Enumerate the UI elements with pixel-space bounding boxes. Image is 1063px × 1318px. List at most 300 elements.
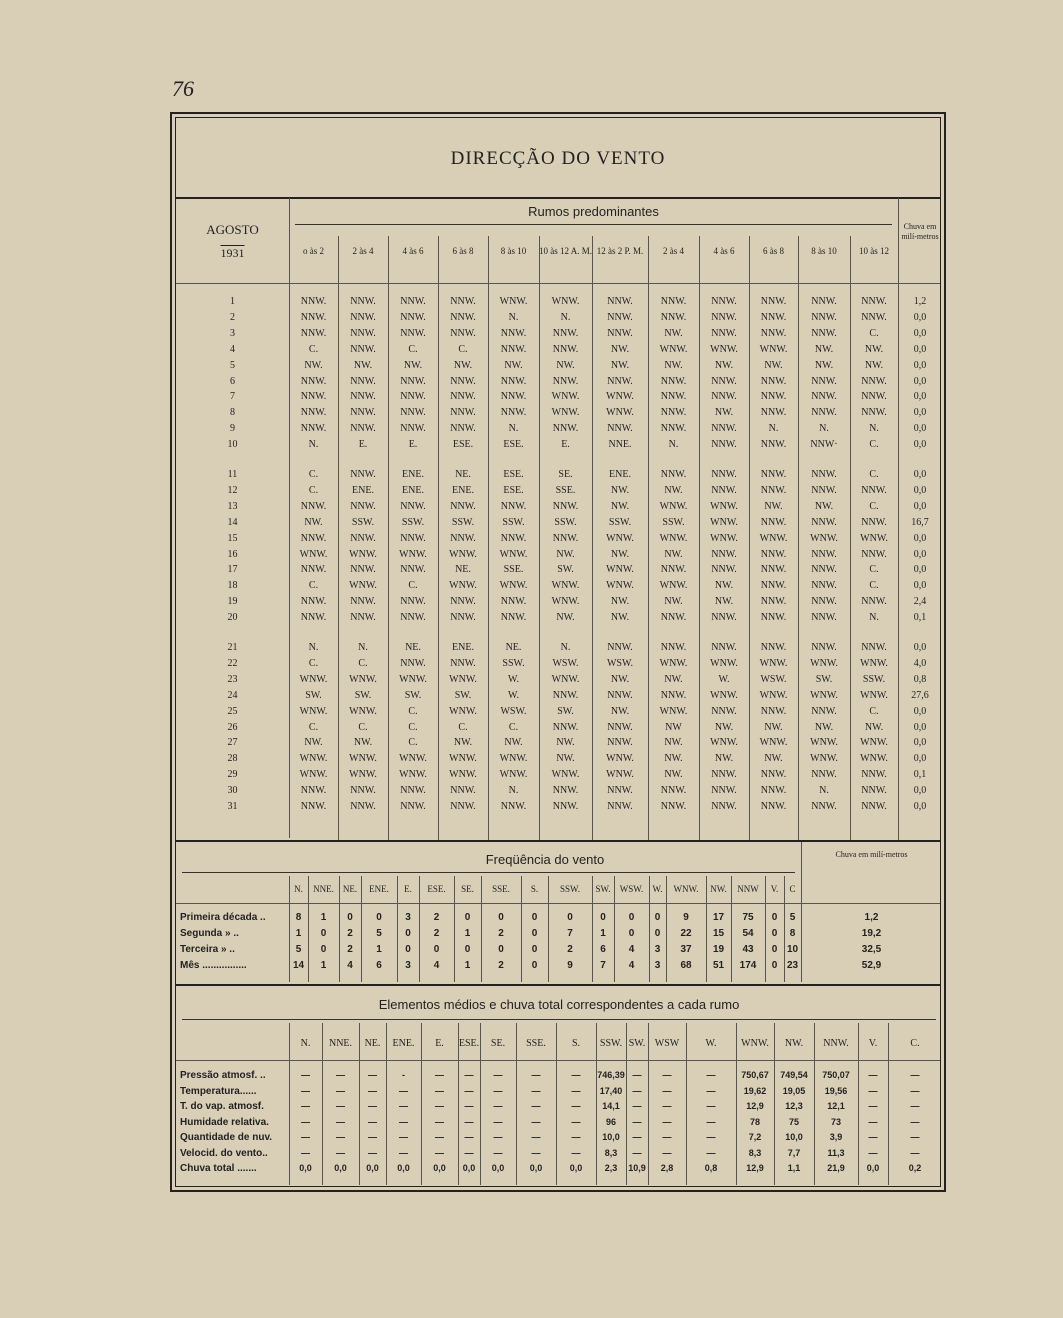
direction-cell: NW. [556, 612, 575, 624]
direction-cell: NNW. [607, 423, 633, 435]
direction-cell: NNW. [450, 311, 476, 323]
direction-cell: WNW. [810, 737, 838, 749]
direction-cell: NNW. [300, 375, 327, 387]
direction-cell: WNW. [499, 548, 528, 560]
day-label: 5 [230, 359, 235, 371]
direction-cell: NNW. [811, 769, 837, 781]
rain-cell: 0,0 [913, 721, 927, 733]
direction-cell: NNW. [400, 532, 426, 544]
freq-col-header-9: SSW. [560, 884, 580, 894]
freq-cell: 2 [347, 928, 353, 939]
elements-col-header-2: NE. [364, 1038, 381, 1049]
direction-cell: C. [869, 469, 879, 480]
freq-col-header-10: SW. [595, 884, 611, 894]
direction-cell: NNW. [811, 391, 837, 403]
elements-cell: — [435, 1132, 444, 1142]
direction-cell: NNW. [400, 296, 426, 307]
direction-cell: C. [408, 705, 418, 717]
direction-cell: NNW. [660, 642, 687, 653]
direction-cell: ESE. [503, 469, 524, 480]
direction-cell: N. [819, 785, 829, 797]
day-label: 18 [227, 580, 238, 592]
elements-cell: — [336, 1085, 345, 1096]
day-label: 22 [227, 657, 238, 669]
direction-cell: WNW. [551, 580, 580, 592]
direction-cell: NW. [610, 596, 630, 608]
direction-cell: NNW. [350, 343, 376, 355]
direction-cell: NNW. [300, 327, 327, 339]
freq-cell: 0 [567, 912, 573, 923]
direction-cell: WNW. [551, 296, 580, 307]
direction-cell: NNE. [608, 439, 632, 451]
direction-cell: WNW. [299, 673, 328, 685]
direction-cell: NNW. [607, 737, 633, 749]
freq-cell: 0 [464, 944, 471, 955]
direction-cell: N. [768, 423, 779, 435]
rule-elements-header [176, 1060, 940, 1061]
direction-cell: SSW. [502, 516, 525, 528]
direction-cell: C. [308, 343, 319, 355]
direction-cell: SW. [404, 689, 422, 701]
elements-cell: — [632, 1116, 642, 1127]
direction-cell: NNW. [711, 564, 737, 576]
direction-cell: NNW. [607, 296, 633, 307]
freq-cell: 0 [771, 960, 778, 971]
freq-cell: 1 [320, 912, 327, 923]
elements-cell: — [706, 1070, 716, 1080]
direction-cell: NNW. [300, 564, 327, 576]
elements-cell: — [399, 1085, 408, 1096]
elements-cell: 0,0 [334, 1163, 347, 1173]
direction-cell: NNW. [300, 391, 327, 403]
direction-cell: NNW. [811, 484, 837, 496]
elements-cell: — [632, 1147, 642, 1158]
direction-cell: WNW. [860, 737, 888, 749]
freq-cell: 0 [600, 912, 606, 923]
elements-cell: — [868, 1132, 878, 1142]
freq-col-header-2: NE. [342, 884, 358, 894]
freq-cell: 4 [628, 960, 635, 971]
rain-cell: 0,0 [913, 359, 927, 371]
elements-cell: — [464, 1070, 474, 1080]
direction-cell: N. [358, 642, 368, 653]
direction-cell: NNW. [400, 423, 426, 435]
direction-cell: W. [507, 673, 520, 685]
day-label: 4 [230, 343, 235, 355]
elements-cell: — [368, 1132, 377, 1142]
freq-cell: 0 [628, 928, 635, 939]
elements-cell: 19,56 [824, 1085, 848, 1096]
direction-cell: WNW. [399, 769, 427, 781]
elements-cell: 75 [788, 1116, 799, 1127]
rule-title [176, 197, 940, 199]
direction-cell: WNW. [551, 769, 580, 781]
direction-cell: NW. [610, 500, 630, 512]
freq-cell: 7 [600, 960, 606, 971]
direction-cell: NNW. [861, 375, 887, 387]
direction-cell: C. [308, 484, 319, 496]
direction-cell: NW. [714, 407, 734, 419]
direction-cell: ESE. [452, 439, 474, 451]
rain-cell: 0,0 [913, 469, 927, 480]
direction-cell: NW. [864, 721, 884, 733]
freq-cell: 68 [680, 960, 692, 971]
direction-cell: NNW. [711, 391, 737, 403]
direction-cell: C. [308, 469, 319, 480]
rain-label-2: Chuva em milí-metros [835, 850, 908, 859]
freq-cell: 3 [405, 960, 411, 971]
elements-cell: — [571, 1132, 581, 1142]
elements-cell: 0,0 [569, 1163, 583, 1173]
freq-cell: 0 [376, 912, 382, 923]
direction-cell: NNW. [711, 705, 737, 717]
elements-cell: 0,0 [529, 1163, 543, 1173]
day-label: 16 [227, 548, 238, 560]
elements-col-header-3: ENE. [392, 1038, 415, 1049]
direction-cell: C. [358, 721, 368, 733]
elements-cell: 0,0 [433, 1163, 446, 1173]
direction-cell: NNW. [350, 311, 376, 323]
freq-cell: 23 [786, 960, 799, 971]
direction-cell: NW. [714, 580, 734, 592]
freq-cell: 0 [531, 960, 538, 971]
day-label: 15 [227, 532, 238, 544]
direction-cell: ENE. [609, 469, 631, 480]
day-label: 7 [230, 391, 235, 403]
direction-cell: SSW. [862, 673, 886, 685]
page-number: 76 [172, 76, 194, 101]
direction-cell: WNW. [710, 657, 738, 669]
direction-cell: NW. [610, 484, 630, 496]
rain-cell: 0,0 [913, 642, 927, 653]
rule-header-1 [176, 283, 940, 284]
elements-cell: 2,3 [604, 1163, 618, 1173]
direction-cell: NNW. [350, 327, 376, 339]
elements-cell: — [336, 1147, 345, 1158]
direction-cell: WNW. [449, 673, 477, 685]
elements-cell: — [464, 1101, 474, 1111]
freq-cell: 2 [433, 912, 440, 923]
direction-cell: NNW. [660, 296, 687, 307]
elements-cell: — [910, 1116, 920, 1127]
direction-cell: C. [869, 705, 879, 717]
elements-cell: — [706, 1101, 716, 1111]
elements-cell: — [336, 1070, 345, 1080]
direction-cell: NNW. [552, 423, 579, 435]
day-label: 10 [227, 439, 238, 451]
elements-cell: — [706, 1085, 716, 1096]
direction-cell: NNW. [350, 564, 376, 576]
direction-cell: SSW. [608, 516, 632, 528]
col-header-11: 10 às 12 [859, 246, 889, 256]
elements-cell: — [435, 1070, 444, 1080]
freq-row-label: Mês ................ [180, 960, 247, 971]
direction-cell: NW. [453, 737, 473, 749]
direction-cell: NW. [556, 737, 575, 749]
freq-cell: 2 [347, 944, 353, 955]
direction-cell: SW. [815, 673, 833, 685]
direction-cell: NNW. [500, 500, 527, 512]
freq-cell: 37 [680, 944, 692, 955]
freq-col-header-11: WSW. [619, 884, 644, 894]
day-label: 6 [230, 375, 235, 387]
direction-cell: C. [508, 721, 519, 733]
freq-cell: 1 [295, 928, 302, 939]
freq-col-header-15: NNW [737, 884, 759, 894]
direction-cell: NNW. [760, 296, 787, 307]
rain-cell: 0,0 [913, 737, 927, 749]
direction-cell: SSW. [351, 516, 375, 528]
group-label: Rumos predominantes [528, 204, 659, 219]
direction-cell: NNW. [660, 423, 687, 435]
elements-row-label: Velocid. do vento.. [180, 1147, 268, 1159]
freq-row-label: Primeira década .. [180, 912, 266, 923]
direction-cell: NNW. [711, 548, 737, 560]
freq-cell: 3 [654, 944, 661, 955]
freq-cell: 4 [433, 960, 440, 971]
freq-cell: 19 [712, 944, 725, 955]
direction-cell: SSE. [555, 484, 576, 496]
elements-cell: — [706, 1116, 716, 1127]
direction-cell: WNW. [860, 532, 888, 544]
rain-cell: 0,0 [913, 564, 927, 576]
direction-cell: NNW. [607, 721, 633, 733]
direction-cell: NNW. [400, 391, 426, 403]
freq-cell: 0 [320, 944, 327, 955]
freq-col-header-7: SSE. [492, 884, 510, 894]
rain-cell: 0,0 [913, 375, 927, 387]
direction-cell: E. [358, 439, 368, 451]
direction-cell: SSW. [554, 516, 577, 528]
day-label: 27 [227, 737, 238, 749]
direction-cell: NW. [353, 737, 373, 749]
direction-cell: NNW. [660, 801, 687, 812]
freq-cell: 2 [498, 960, 504, 971]
direction-cell: WNW. [399, 753, 427, 765]
freq-cell: 5 [789, 912, 796, 923]
direction-cell: NNW. [400, 311, 426, 323]
freq-cell: 15 [712, 928, 725, 939]
day-label: 11 [227, 469, 238, 480]
elements-cell: — [368, 1070, 377, 1080]
direction-cell: NNW. [660, 375, 687, 387]
elements-cell: 8,3 [748, 1147, 762, 1158]
direction-cell: C. [458, 721, 468, 733]
direction-cell: NNW. [400, 785, 426, 797]
elements-cell: 14,1 [602, 1101, 620, 1111]
direction-cell: W. [507, 689, 520, 701]
direction-cell: WNW. [606, 391, 634, 403]
freq-cell: 2 [498, 928, 504, 939]
freq-cell: 14 [292, 960, 305, 971]
direction-cell: WNW. [299, 753, 328, 765]
elements-cell: — [868, 1101, 878, 1111]
direction-cell: WNW. [299, 705, 328, 717]
elements-cell: — [531, 1085, 541, 1096]
direction-cell: NNW. [660, 469, 687, 480]
freq-col-header-14: NW. [710, 884, 727, 894]
day-label: 23 [227, 673, 238, 685]
direction-cell: NNW. [552, 785, 579, 797]
direction-cell: NNW. [400, 407, 426, 419]
freq-cell: 43 [742, 944, 754, 955]
day-label: 25 [227, 705, 238, 717]
freq-cell: 8 [295, 912, 302, 923]
direction-cell: NW. [610, 343, 630, 355]
day-label: 8 [230, 407, 235, 419]
elements-cell: — [706, 1132, 716, 1142]
elements-col-header-17: C. [910, 1038, 920, 1049]
direction-cell: NNW. [760, 469, 787, 480]
direction-cell: NW. [814, 359, 834, 371]
direction-cell: WNW. [659, 705, 688, 717]
elements-cell: 96 [605, 1116, 616, 1127]
direction-cell: NNW. [711, 327, 737, 339]
direction-cell: WNW. [606, 580, 634, 592]
day-label: 26 [227, 721, 238, 733]
direction-cell: WNW. [499, 296, 528, 307]
freq-cell: 75 [742, 912, 754, 923]
direction-cell: NE. [455, 564, 471, 576]
elements-cell: 19,05 [782, 1085, 806, 1096]
direction-cell: NW. [453, 359, 473, 371]
direction-cell: WNW. [710, 532, 738, 544]
direction-cell: NNW. [400, 596, 426, 608]
direction-cell: NNW. [760, 548, 787, 560]
month-label: AGOSTO [206, 222, 259, 237]
direction-cell: NW. [664, 596, 683, 608]
elements-cell: — [336, 1132, 345, 1142]
direction-cell: NNW. [811, 311, 837, 323]
direction-cell: NNW. [450, 296, 476, 307]
freq-cell: 0 [771, 928, 778, 939]
direction-cell: N. [508, 423, 519, 435]
direction-cell: ENE. [452, 642, 474, 653]
direction-cell: NNW. [811, 705, 837, 717]
freq-cell: 0 [654, 912, 661, 923]
direction-cell: NW. [664, 327, 683, 339]
direction-cell: WSW. [552, 657, 579, 669]
freq-cell: 17 [712, 912, 725, 923]
direction-cell: NNW. [660, 785, 687, 797]
direction-cell: WNW. [710, 689, 738, 701]
direction-cell: SW. [557, 564, 574, 576]
direction-cell: WNW. [551, 391, 580, 403]
direction-cell: NW. [814, 500, 834, 512]
elements-cell: — [435, 1116, 444, 1127]
direction-cell: C. [408, 343, 418, 355]
elements-cell: — [368, 1147, 377, 1158]
direction-cell: NNW. [760, 407, 787, 419]
direction-cell: SW. [557, 705, 574, 717]
direction-cell: WNW. [349, 753, 377, 765]
direction-cell: NNW. [607, 311, 633, 323]
direction-cell: NNW. [760, 612, 787, 624]
direction-cell: NNW. [607, 375, 633, 387]
direction-cell: NW. [610, 359, 630, 371]
group-brace [295, 224, 892, 233]
rain-cell: 0,0 [913, 753, 927, 765]
direction-cell: NNW. [760, 596, 787, 608]
direction-cell: NNW. [500, 612, 527, 624]
direction-cell: NNW. [711, 612, 737, 624]
freq-rain-cell: 1,2 [864, 912, 879, 923]
rain-cell: 0,8 [913, 673, 927, 685]
day-label: 17 [227, 564, 238, 576]
direction-cell: NNW. [552, 375, 579, 387]
direction-cell: ESE. [503, 439, 524, 451]
direction-cell: WNW. [659, 657, 688, 669]
direction-cell: NNW. [760, 705, 787, 717]
rule-section-1 [176, 840, 940, 842]
direction-cell: NNW. [350, 375, 376, 387]
direction-cell: NNW. [300, 785, 327, 797]
freq-row-label: Terceira » .. [180, 944, 235, 955]
direction-cell: E. [408, 439, 418, 451]
freq-cell: 5 [295, 944, 302, 955]
direction-cell: SSW. [502, 657, 525, 669]
elements-cell: — [662, 1070, 672, 1080]
day-label: 3 [230, 327, 235, 339]
direction-cell: NNW. [607, 801, 633, 812]
freq-cell: 0 [320, 928, 327, 939]
freq-brace [182, 872, 795, 881]
direction-cell: NW [665, 721, 682, 733]
direction-cell: NNW. [607, 785, 633, 797]
day-label: 21 [227, 642, 238, 653]
direction-cell: NNW. [400, 801, 426, 812]
elements-row-label: Temperatura...... [180, 1085, 257, 1097]
direction-cell: C. [869, 580, 879, 592]
direction-cell: NNW. [552, 343, 579, 355]
elements-cell: — [531, 1147, 541, 1158]
freq-cell: 10 [786, 944, 799, 955]
elements-cell: — [336, 1101, 345, 1111]
direction-cell: NNW. [660, 311, 687, 323]
direction-cell: WSW. [760, 673, 787, 685]
elements-cell: — [493, 1085, 503, 1096]
day-label: 12 [227, 484, 238, 496]
day-label: 30 [227, 785, 238, 797]
direction-cell: NW. [764, 359, 783, 371]
col-header-6: 12 às 2 P. M. [596, 246, 644, 256]
elements-cell: — [632, 1132, 642, 1142]
direction-cell: NNW. [450, 327, 476, 339]
direction-cell: WNW. [449, 769, 477, 781]
rule-freq-header [176, 903, 940, 904]
rain-cell: 0,0 [913, 580, 927, 592]
direction-cell: WNW. [349, 580, 377, 592]
direction-cell: WNW. [499, 580, 528, 592]
elements-cell: 0,0 [491, 1163, 505, 1173]
elements-cell: 0,2 [908, 1163, 922, 1173]
direction-cell: NNW. [300, 311, 327, 323]
direction-cell: WNW. [810, 753, 838, 765]
elements-cell: — [399, 1147, 408, 1158]
elements-cell: — [531, 1132, 541, 1142]
direction-cell: NW. [714, 359, 734, 371]
direction-cell: NNW. [450, 391, 476, 403]
direction-cell: NNW. [350, 407, 376, 419]
direction-cell: WNW. [449, 580, 477, 592]
elements-col-header-7: SSE. [526, 1038, 546, 1049]
freq-cell: 0 [405, 928, 411, 939]
freq-col-header-16: V. [770, 884, 779, 894]
elements-cell: 78 [749, 1116, 760, 1127]
direction-cell: NNW. [760, 311, 787, 323]
elements-cell: 12,9 [746, 1163, 764, 1173]
direction-cell: NNW. [760, 801, 787, 812]
